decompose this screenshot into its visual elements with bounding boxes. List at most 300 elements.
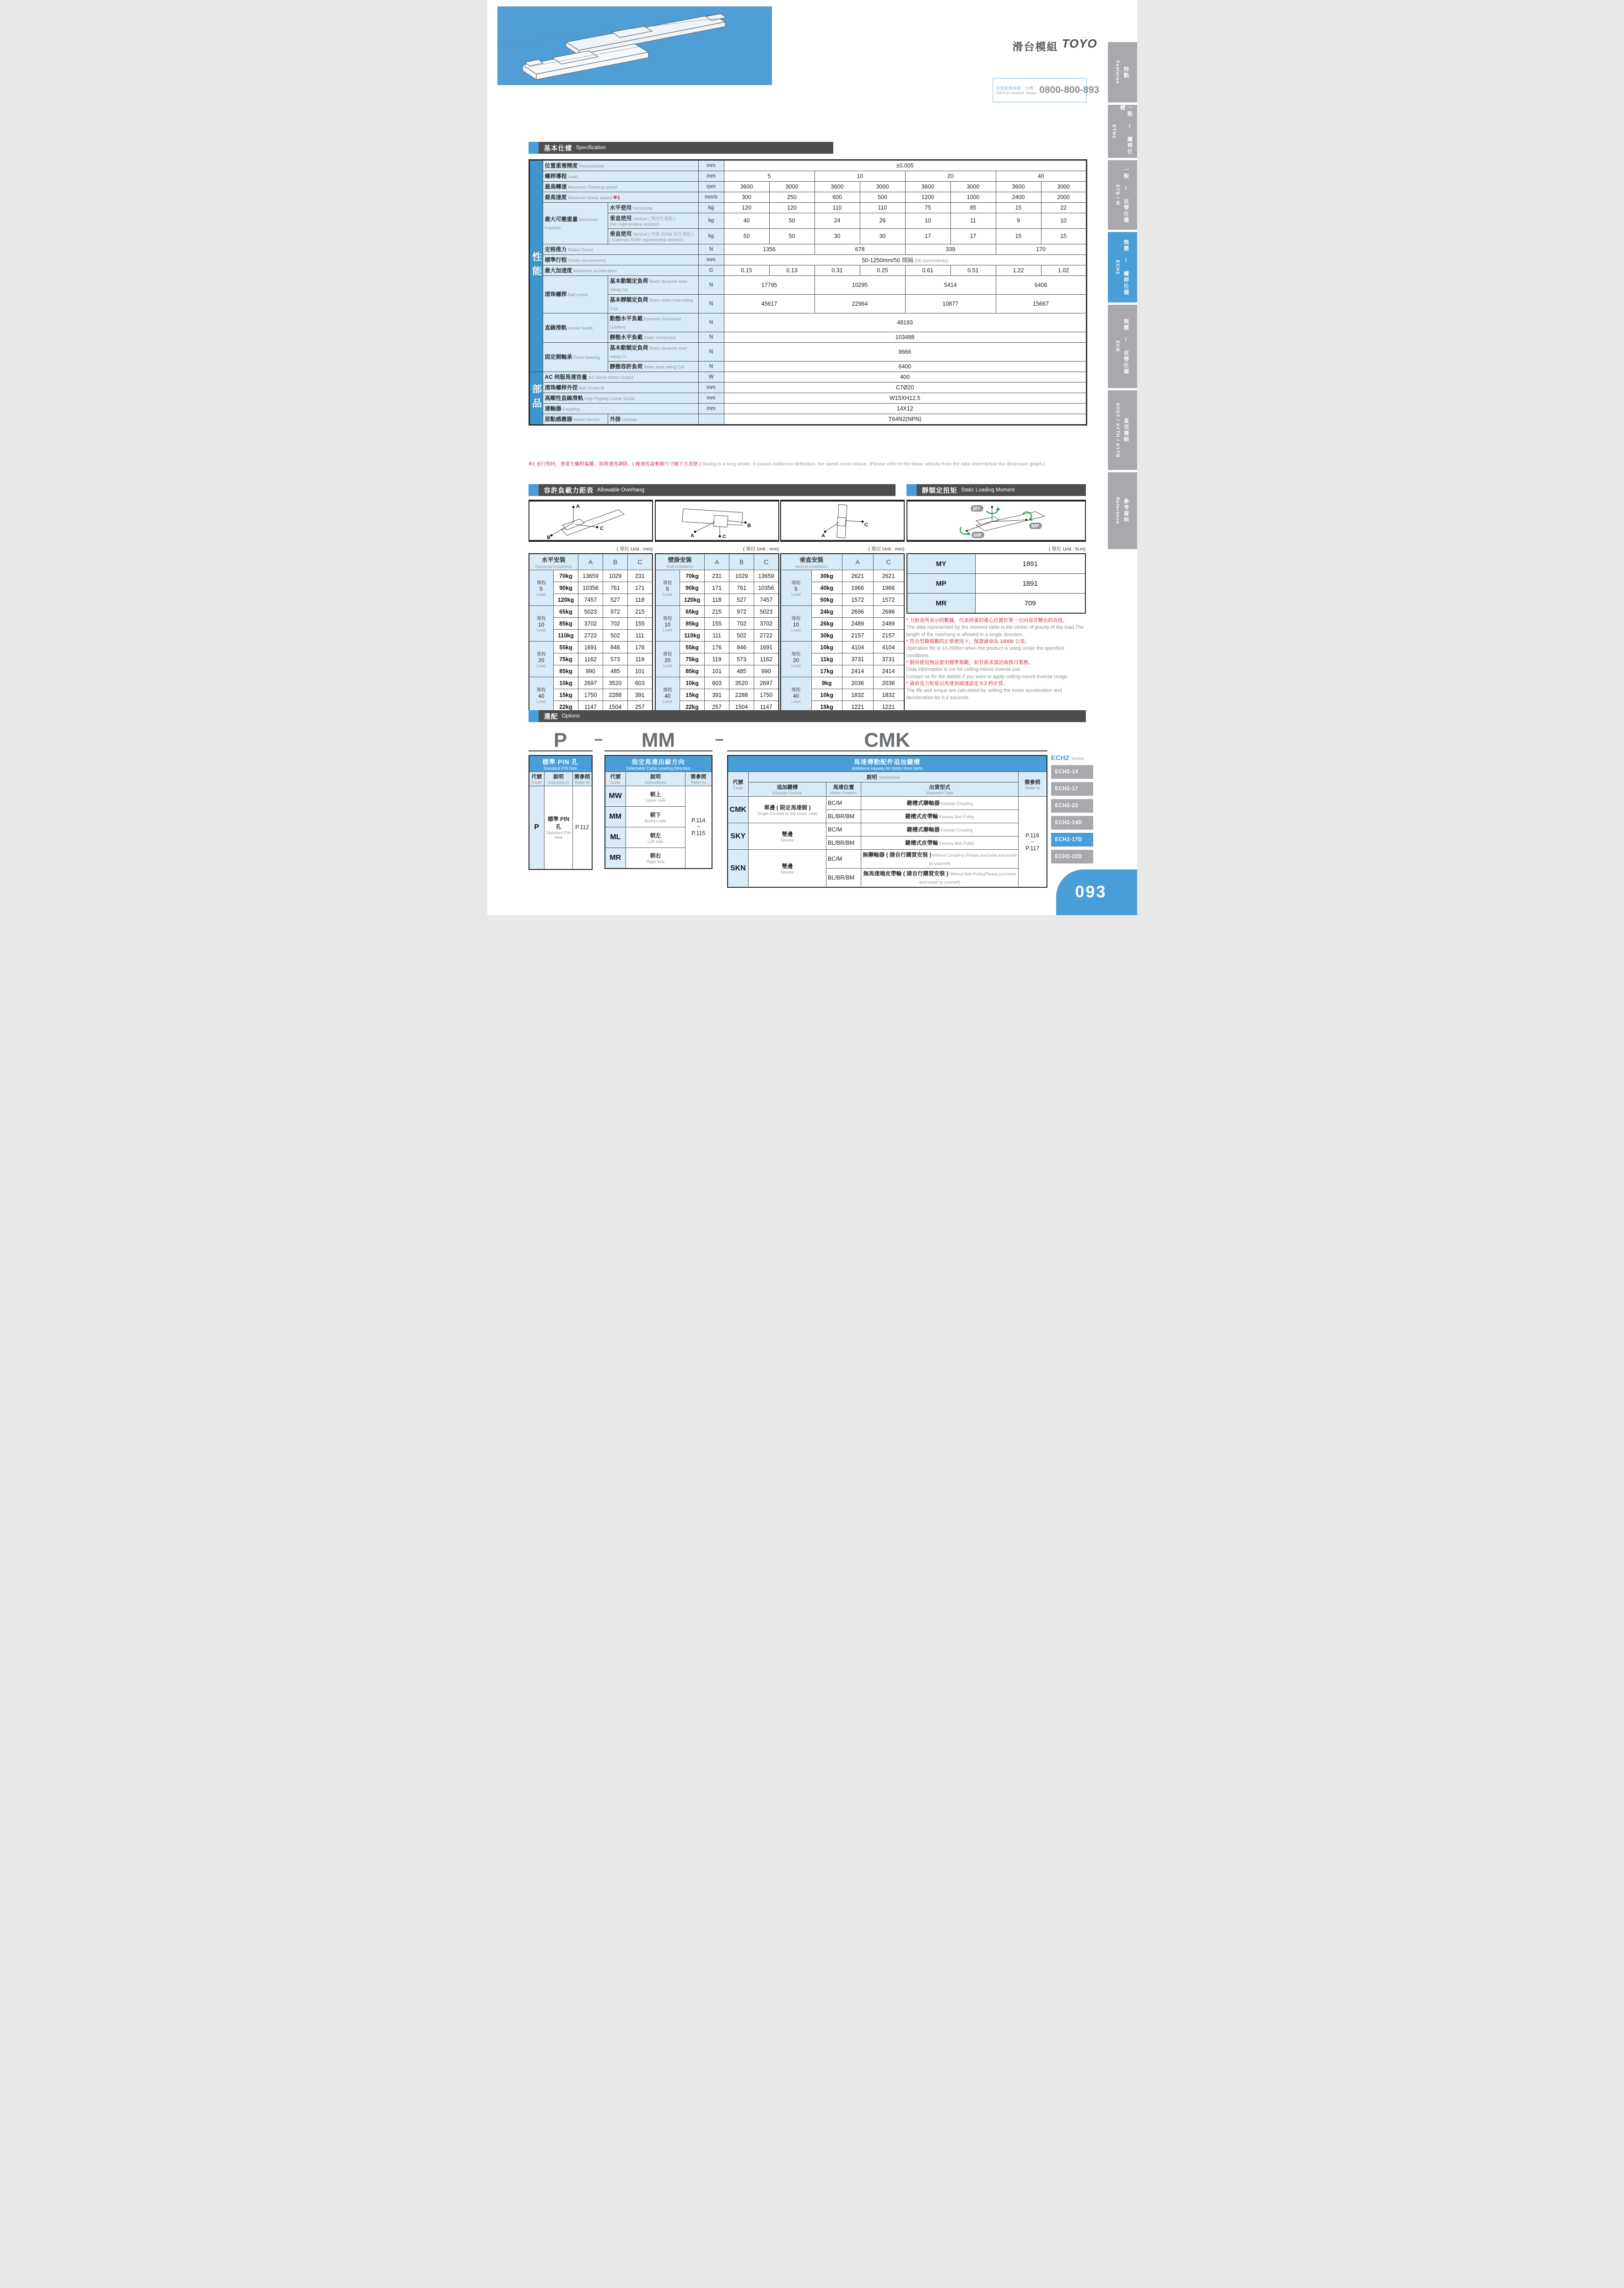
sidebar-tab-xygt-xyth-xytb[interactable] <box>1108 390 1137 470</box>
overhang-title-en: Allowable Overhang <box>597 487 644 493</box>
cable-instruction-cell <box>626 827 685 848</box>
spec-sublabel-zh: 垂直使用 <box>610 230 632 237</box>
spec-sublabel-zh: 基本動額定負荷 <box>610 277 648 284</box>
spec-value-cell: T64N2(NPN) <box>724 414 1086 425</box>
overhang-lead-cell <box>529 570 554 606</box>
tollfree-box <box>993 78 1100 103</box>
spec-value-cell: 17795 <box>724 275 815 294</box>
overhang-kg-cell: 65kg <box>680 606 705 618</box>
spec-value-cell: 500 <box>860 192 905 203</box>
moment-title-en: Static Loading Moment <box>961 487 1015 493</box>
spec-value-cell: 17 <box>905 228 950 244</box>
spec-label <box>543 244 698 254</box>
overhang-value-cell: 3520 <box>729 677 754 689</box>
spec-unit-cell: rpm <box>698 182 724 192</box>
overhang-value-cell: 972 <box>603 606 628 618</box>
overhang-title-zh: 容許負載力距表 <box>544 487 593 495</box>
series-item-ech2-22[interactable]: ECH2-22 <box>1051 799 1093 813</box>
spec-value-cell: 10877 <box>905 294 996 313</box>
overhang-lead-cell <box>655 570 680 606</box>
section-accent-square <box>906 484 917 496</box>
spec-label-main <box>543 313 608 342</box>
col-header-refer: 需參照 Refer to <box>1018 772 1047 797</box>
overhang-value-cell: 1147 <box>754 701 779 713</box>
spec-sublabel-en: Vertical ( 無回生電阻 ) <box>631 216 676 221</box>
spec-unit-cell: mm <box>698 403 724 414</box>
overhang-kg-cell: 90kg <box>554 582 578 594</box>
overhang-kg-cell: 15kg <box>680 689 705 701</box>
spec-value-cell: C7Ø20 <box>724 382 1086 393</box>
overhang-lead-cell <box>781 570 812 606</box>
lead-en: Lead <box>536 592 546 597</box>
overhang-lead-cell <box>655 642 680 677</box>
spec-value-cell: 1000 <box>950 192 996 203</box>
spec-section-title <box>539 142 833 154</box>
cable-en: Bottom side <box>644 818 667 823</box>
spec-label-en: Maximum Rotating speed <box>567 185 617 190</box>
overhang-name-zh: 壁掛安裝 <box>668 556 692 563</box>
spec-sublabel-en: Horizontal <box>631 206 653 211</box>
overhang-value-cell: 485 <box>729 665 754 677</box>
overhang-name-zh: 水平安裝 <box>541 556 566 563</box>
spec-value-cell: ±0.005 <box>724 160 1086 171</box>
formula-dash: – <box>715 730 724 748</box>
moment-note-line: Operation life is 10,000km when the product is using under the specified conditions. <box>906 646 1064 658</box>
spec-value-cell: 1.22 <box>996 265 1041 275</box>
pin-instruction-cell: 標準 PIN 孔 Standard PIN hole <box>545 786 573 869</box>
overhang-value-cell: 215 <box>705 606 729 618</box>
shipment-zh: 鍵槽式皮帶輪 <box>905 840 938 846</box>
footnote-red: ※1 長行程時，會產生螺桿偏擺，需將速度調降。( 線速度請參閱尺寸圖下方表格 ) <box>528 461 701 467</box>
spec-label-en: Rated Thrust <box>567 247 593 253</box>
col-header-refer: 需參照 Refer to <box>572 772 592 786</box>
overhang-kg-cell: 75kg <box>680 653 705 665</box>
series-item-ech2-17[interactable]: ECH2-17 <box>1051 782 1093 796</box>
series-item-ech2-17d[interactable]: ECH2-17D <box>1051 833 1093 847</box>
spec-value-cell: 250 <box>769 192 815 203</box>
spec-value-cell: 0.51 <box>950 265 996 275</box>
vertical-overhang-block <box>780 545 905 713</box>
lead-num: 40 <box>538 693 545 699</box>
spec-label <box>543 182 698 192</box>
spec-value-cell: 40 <box>996 171 1086 182</box>
lead-en: Lead <box>536 664 546 668</box>
overhang-value-cell: 101 <box>628 665 653 677</box>
moment-note-line: * 壽命及力矩是以馬達加減速設定 0.2 秒計算。 <box>906 680 1009 686</box>
overhang-kg-cell: 90kg <box>680 582 705 594</box>
spec-sublabel-zh: 基本動額定負荷 <box>610 344 648 351</box>
spec-sublabel-en: Basic static load rating Coa <box>610 297 693 311</box>
series-label-bold: ECH2 <box>1051 754 1069 762</box>
lead-zh: 導程 <box>663 652 672 657</box>
unit-note: ( 單位 Unit : mm) <box>868 546 905 552</box>
toyo-logo: TOYO <box>1062 37 1097 50</box>
spec-value-cell: 0.15 <box>724 265 769 275</box>
groove-en: Double <box>781 838 794 842</box>
overhang-kg-cell: 30kg <box>811 630 842 642</box>
spec-label <box>543 372 698 382</box>
overhang-kg-cell: 85kg <box>680 618 705 630</box>
cable-header <box>605 755 712 772</box>
formula-letter-cmk: CMK <box>864 729 910 751</box>
groove-zh: 雙邊 <box>782 863 793 869</box>
overhang-kg-cell: 22kg <box>554 701 578 713</box>
spec-value-cell: 1200 <box>905 192 950 203</box>
overhang-value-cell: 1162 <box>578 653 603 665</box>
spec-value-cell: 0.61 <box>905 265 950 275</box>
shipment-zh: 無馬達端皮帶輪 ( 請自行購買安裝 ) <box>863 870 949 877</box>
moment-section-bar <box>906 484 1086 496</box>
moment-note-line: * 力矩表所表示的數據，代表荷重的重心位置於單一方向容許懸出的長度。 <box>906 618 1068 623</box>
overhang-kg-cell: 85kg <box>554 618 578 630</box>
spec-unit-cell: N <box>698 244 724 254</box>
spec-value-cell: 5 <box>724 171 815 182</box>
spec-value-cell: 14X12 <box>724 403 1086 414</box>
overhang-value-cell: 257 <box>705 701 729 713</box>
point-label: C <box>599 526 604 531</box>
moment-note-line: Contact us for the details if you want to apply ceiling-mount inverse usage. <box>906 674 1069 680</box>
sidebar-tab-code: ETB / M <box>1115 184 1121 205</box>
overhang-value-cell: 527 <box>603 594 628 606</box>
moment-note-line: Data information is not for ceiling-mount inverse use. <box>906 667 1022 673</box>
spec-label-zh: 高剛性直線滑軌 <box>545 394 583 401</box>
spec-label-zh: 滾珠螺桿外徑 <box>545 384 578 391</box>
overhang-value-cell: 2696 <box>842 606 874 618</box>
spec-value-cell: 15667 <box>996 294 1086 313</box>
spec-value-cell: 85 <box>950 203 996 213</box>
spec-sublabel-en: Outside <box>620 417 637 422</box>
overhang-col-header: C <box>754 554 779 570</box>
spec-label-zh: 最高轉速 <box>545 183 567 190</box>
overhang-kg-cell: 110kg <box>554 630 578 642</box>
spec-value-cell: 17 <box>950 228 996 244</box>
spec-value-cell: 2400 <box>996 192 1041 203</box>
overhang-value-cell: 2288 <box>729 689 754 701</box>
overhang-col-header: A <box>578 554 603 570</box>
moment-note-line: The life and torque are calculated by setting the motor acceleration and deceleration for 0.2 seconds. <box>906 688 1062 701</box>
spec-label-note: ※1 <box>611 195 620 200</box>
overhang-kg-cell: 120kg <box>554 594 578 606</box>
spec-unit-cell: mm <box>698 393 724 403</box>
spec-label-sub <box>608 228 698 244</box>
overhang-value-cell: 119 <box>705 653 729 665</box>
point-label: A <box>690 533 694 539</box>
overhang-value-cell: 1832 <box>873 689 904 701</box>
spec-value-cell: 3000 <box>860 182 905 192</box>
spec-value-cell: 15 <box>1041 228 1086 244</box>
sidebar-tab-label: 參考資料 <box>1123 498 1129 523</box>
footnote-gray: During in a long stroke, it causes ballscrew deflection, the speed must reduce. (Please refer to the linear velocity from the data sheet below the dimension graph.) <box>702 461 1045 467</box>
shipment-zh: 無聯軸器 ( 請自行購買安裝 ) <box>863 852 932 858</box>
col-header-instructions: 說明 Instructions <box>626 772 685 786</box>
spec-value-cell: 170 <box>996 244 1086 254</box>
lead-en: Lead <box>663 628 672 632</box>
overhang-table-name <box>529 554 578 570</box>
position-code: BC/M <box>828 826 842 833</box>
spec-value-cell: 9 <box>996 213 1041 229</box>
spec-value-cell: 11 <box>950 213 996 229</box>
vertical-overhang-table <box>780 553 905 713</box>
col-header-refer: 需參照 Refer to <box>685 772 712 786</box>
lead-num: 20 <box>793 657 799 664</box>
lead-en: Lead <box>536 699 546 704</box>
lead-zh: 導程 <box>663 616 672 621</box>
spec-value-cell: 0.25 <box>860 265 905 275</box>
sidebar-tab-eth2[interactable] <box>1108 105 1137 158</box>
spec-label-zh: 直線滑軌 <box>545 324 567 331</box>
spec-value-cell: 15 <box>996 203 1041 213</box>
overhang-value-cell: 3731 <box>873 653 904 665</box>
spec-label <box>543 403 698 414</box>
sidebar-tab-etb-m[interactable] <box>1108 160 1137 230</box>
overhang-value-cell: 2157 <box>873 630 904 642</box>
spec-title-en: Specification <box>576 145 606 151</box>
cable-code-cell: MW <box>605 786 626 807</box>
spec-label <box>543 382 698 393</box>
spec-label-sub <box>608 294 698 313</box>
sidebar-tab-ecb[interactable] <box>1108 305 1137 388</box>
spec-sublabel-zh: 靜態水平負載 <box>610 334 643 340</box>
spec-label-zh: 位置重複精度 <box>545 162 578 169</box>
spec-unit-cell: N <box>698 294 724 313</box>
lead-en: Lead <box>791 699 801 704</box>
spec-value-cell: 50 <box>769 213 815 229</box>
overhang-value-cell: 1504 <box>729 701 754 713</box>
shipment-en: Keyway Belt Pulley <box>938 841 975 846</box>
series-item-ech2-22d[interactable]: ECH2-22D <box>1051 850 1093 863</box>
overhang-value-cell: 1029 <box>603 570 628 582</box>
spec-label-en: AC Servo Motor Output <box>587 375 634 380</box>
series-item-ech2-14d[interactable]: ECH2-14D <box>1051 816 1093 830</box>
spec-label-main <box>543 275 608 313</box>
vertical-overhang-icon <box>781 502 904 540</box>
lead-zh: 導程 <box>663 581 672 586</box>
spec-side-band: 部品 <box>529 372 543 425</box>
spec-label-en: Maximum acceleration <box>572 268 617 274</box>
keyway-shipment-cell <box>861 797 1019 810</box>
series-item-ech2-14[interactable]: ECH2-14 <box>1051 765 1093 779</box>
overhang-value-cell: 1147 <box>578 701 603 713</box>
spec-unit-cell: mm <box>698 254 724 265</box>
spec-value-cell: 3000 <box>769 182 815 192</box>
spec-value-cell: 110 <box>860 203 905 213</box>
spec-sublabel-en: Static load rating Cor <box>642 364 685 370</box>
spec-label-sub <box>608 203 698 213</box>
pin-title-en: Standard PIN hole <box>543 766 577 771</box>
formula-letter-p: P <box>553 729 567 751</box>
overhang-kg-cell: 26kg <box>811 618 842 630</box>
formula-dash: – <box>594 730 603 748</box>
spec-label-main <box>543 203 608 244</box>
spec-label-zh: 連軸器 <box>545 405 561 412</box>
sidebar-tab-features[interactable] <box>1108 42 1137 103</box>
lead-num: 5 <box>794 586 798 592</box>
overhang-lead-cell <box>655 606 680 642</box>
spec-label-zh: 最大可搬重量 <box>545 216 578 222</box>
overhang-value-cell: 111 <box>705 630 729 642</box>
overhang-value-cell: 1221 <box>842 701 874 713</box>
overhang-kg-cell: 50kg <box>811 594 842 606</box>
spec-sublabel-en: Basic dynamic load rating Ca <box>610 279 687 292</box>
overhang-value-cell: 2288 <box>603 689 628 701</box>
shipment-en: Keyway Coupling <box>939 801 973 806</box>
lead-en: Lead <box>791 628 801 632</box>
overhang-value-cell: 2036 <box>842 677 874 689</box>
lead-num: 5 <box>666 586 669 592</box>
spec-value-cell: 6406 <box>996 275 1086 294</box>
overhang-value-cell: 702 <box>729 618 754 630</box>
overhang-value-cell: 3702 <box>578 618 603 630</box>
cable-zh: 朝上 <box>650 791 661 798</box>
tollfree-label-zh: 免費服務專線：台灣 <box>996 86 1033 91</box>
overhang-value-cell: 155 <box>705 618 729 630</box>
cable-refer-cell: P.114 ~ P.115 <box>685 786 712 869</box>
unit-note: ( 單位 Unit : N.m) <box>1049 546 1086 552</box>
spec-sublabel-zh: 靜態容許負荷 <box>610 363 643 370</box>
overhang-value-cell: 1832 <box>842 689 874 701</box>
lead-num: 5 <box>540 586 543 592</box>
overhang-lead-cell <box>529 642 554 677</box>
keyway-position-cell <box>826 836 861 850</box>
spec-value-cell: 48193 <box>724 313 1086 332</box>
spec-section-bar <box>529 142 833 154</box>
overhang-value-cell: 972 <box>729 606 754 618</box>
sidebar-tab-code: Reference <box>1115 497 1121 524</box>
moment-badge-my: MY <box>972 506 980 512</box>
spec-value-cell: 10295 <box>815 275 905 294</box>
overhang-value-cell: 10356 <box>754 582 779 594</box>
spec-value-cell: 50-1250mm/50 間隔 (50 increments) <box>724 254 1086 265</box>
spec-value-cell: 50 <box>769 228 815 244</box>
options-title-zh: 選配 <box>544 713 558 721</box>
overhang-value-cell: 111 <box>628 630 653 642</box>
shipment-en: Without Belt Pulley(Please purchase and install by yourself) <box>919 872 1016 885</box>
spec-unit-cell: mm/s <box>698 192 724 203</box>
keyway-refer-cell: P.116 ~ P.117 <box>1018 797 1047 888</box>
cable-instruction-cell <box>626 786 685 807</box>
spec-unit-cell: N <box>698 361 724 372</box>
overhang-value-cell: 2157 <box>842 630 874 642</box>
overhang-table-name <box>655 554 705 570</box>
wall-overhang-table <box>655 553 779 713</box>
overhang-value-cell: 2489 <box>842 618 874 630</box>
keyway-shipment-cell <box>861 823 1019 836</box>
keyway-table <box>727 755 1047 888</box>
spec-value-cell: 3000 <box>950 182 996 192</box>
spec-value-cell: 3600 <box>905 182 950 192</box>
spec-value-cell: 110 <box>815 203 860 213</box>
section-accent-square <box>529 142 539 154</box>
cable-zh: 朝右 <box>650 853 661 859</box>
overhang-kg-cell: 70kg <box>680 570 705 582</box>
point-label: A <box>821 533 825 539</box>
overhang-kg-cell: 70kg <box>554 570 578 582</box>
sidebar-tab-reference[interactable] <box>1108 472 1137 549</box>
spec-value-cell: 120 <box>769 203 815 213</box>
spec-label-en: Repeatability <box>577 164 604 169</box>
overhang-value-cell: 155 <box>628 618 653 630</box>
series-label-rest: Series <box>1071 756 1084 761</box>
sidebar-tab-code: ECB <box>1115 340 1121 352</box>
spec-label-en: Maximum Payload <box>545 217 598 231</box>
overhang-value-cell: 4104 <box>873 642 904 653</box>
overhang-kg-cell: 85kg <box>554 665 578 677</box>
keyway-groove-cell <box>749 823 826 850</box>
section-accent-square <box>529 484 539 496</box>
overhang-kg-cell: 10kg <box>554 677 578 689</box>
spec-value-cell: 10 <box>815 171 905 182</box>
options-title-en: Options <box>561 713 580 719</box>
unit-note: ( 單位 Unit : mm) <box>616 546 653 552</box>
keyway-position-cell <box>826 869 861 888</box>
lead-num: 40 <box>664 693 671 699</box>
col-header-keyway-groove: 追加鍵槽 Keyway Groove <box>749 782 826 797</box>
overhang-value-cell: 391 <box>628 689 653 701</box>
moment-axes-icon <box>907 502 1085 540</box>
groove-zh: 單邊 ( 限定馬達側 ) <box>764 804 811 811</box>
overhang-value-cell: 2621 <box>842 570 874 582</box>
spec-sublabel-zh: 外掛 <box>610 416 621 422</box>
shipment-en: Keyway Coupling <box>939 828 973 832</box>
overhang-diagram-horizontal <box>529 500 653 542</box>
moment-value-cell: 709 <box>976 594 1085 614</box>
spec-label-zh: 標準行程 <box>545 256 567 263</box>
overhang-value-cell: 1162 <box>754 653 779 665</box>
overhang-kg-cell: 85kg <box>680 665 705 677</box>
spec-unit-cell: mm <box>698 171 724 182</box>
col-header-shipment-type: 出貨型式 Shipment Type <box>861 782 1019 797</box>
keyway-shipment-cell <box>861 836 1019 850</box>
overhang-lead-cell <box>781 606 812 642</box>
cable-code-cell: MM <box>605 807 626 827</box>
spec-label-zh: 原點感應器 <box>545 416 572 422</box>
spec-label-zh: 定格推力 <box>545 246 567 253</box>
spec-value-cell: 678 <box>815 244 905 254</box>
position-code: BL/BR/BM <box>828 813 855 820</box>
sidebar-tab-ech2[interactable] <box>1108 232 1137 302</box>
overhang-value-cell: 176 <box>705 642 729 653</box>
overhang-lead-cell <box>781 677 812 713</box>
overhang-col-header: B <box>603 554 628 570</box>
position-code: BL/BR/BM <box>828 840 855 846</box>
spec-label-sub <box>608 414 698 425</box>
lead-en: Lead <box>663 664 672 668</box>
spec-value-cell: 40 <box>724 213 769 229</box>
overhang-kg-cell: 30kg <box>811 570 842 582</box>
spec-value-cell: 5414 <box>905 275 996 294</box>
spec-label-zh: AC 伺服馬達容量 <box>545 373 588 380</box>
spec-value-cell: 300 <box>724 192 769 203</box>
overhang-value-cell: 1221 <box>873 701 904 713</box>
overhang-table-name <box>781 554 842 570</box>
spec-label <box>543 160 698 171</box>
options-section-title <box>539 710 1086 722</box>
lead-en: Lead <box>663 699 672 704</box>
cable-direction-table <box>604 755 712 869</box>
product-illustration <box>497 6 772 85</box>
moment-label-cell: MR <box>907 594 976 614</box>
keyway-title-en: Additional keyway for motor drive parts <box>851 766 923 771</box>
groove-en: Single (Limited to the motor side) <box>757 811 818 816</box>
lead-zh: 導程 <box>536 581 546 586</box>
spec-value-cell: 3600 <box>724 182 769 192</box>
overhang-value-cell: 573 <box>729 653 754 665</box>
overhang-value-cell: 502 <box>729 630 754 642</box>
overhang-value-cell: 7457 <box>754 594 779 606</box>
section-accent-square <box>529 710 539 722</box>
sidebar-tab-label: 無塵 / 皮帶仕樣 <box>1123 318 1129 375</box>
spec-label-zh: 最大加速度 <box>545 267 572 274</box>
